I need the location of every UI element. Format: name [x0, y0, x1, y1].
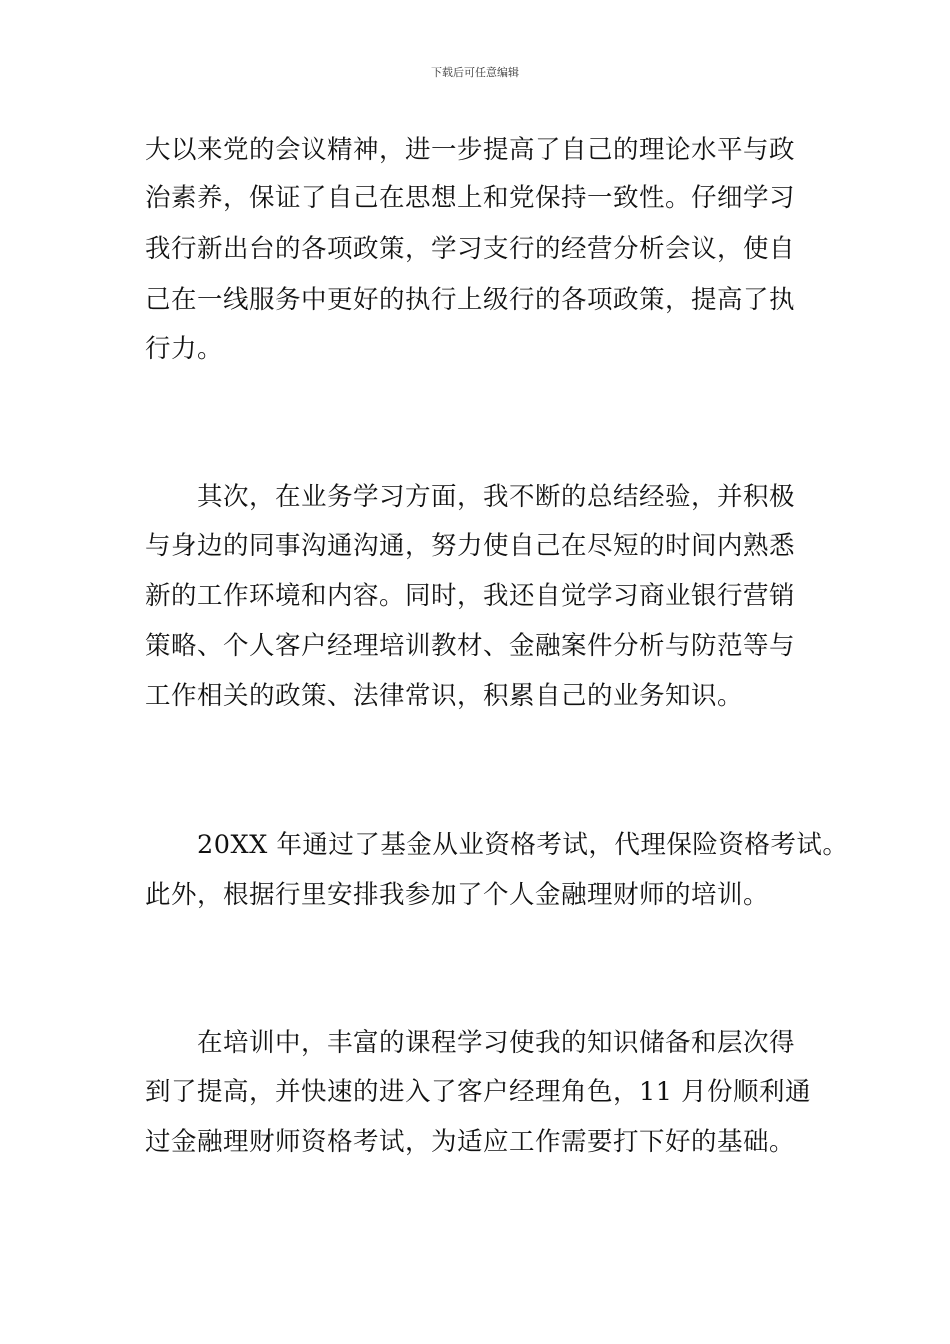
paragraph-line: 与身边的同事沟通沟通，努力使自己在尽短的时间内熟悉 [145, 531, 796, 561]
paragraph-line: 其次，在业务学习方面，我不断的总结经验，并积极 [197, 482, 796, 512]
paragraph-line: 治素养，保证了自己在思想上和党保持一致性。仔细学习 [145, 183, 796, 213]
paragraph-line: 我行新出台的各项政策，学习支行的经营分析会议，使自 [145, 234, 796, 264]
paragraph-line: 行力。 [145, 334, 224, 364]
paragraph-line: 新的工作环境和内容。同时，我还自觉学习商业银行营销 [145, 581, 796, 611]
paragraph-line: 此外，根据行里安排我参加了个人金融理财师的培训。 [145, 880, 770, 910]
paragraph-line: 大以来党的会议精神，进一步提高了自己的理论水平与政 [145, 135, 796, 165]
paragraph-line: 20XX 年通过了基金从业资格考试，代理保险资格考试。 [197, 830, 849, 860]
paragraph-line: 工作相关的政策、法律常识，积累自己的业务知识。 [145, 681, 744, 711]
paragraph-line: 过金融理财师资格考试，为适应工作需要打下好的基础。 [145, 1127, 796, 1157]
paragraph-line: 在培训中，丰富的课程学习使我的知识储备和层次得 [197, 1028, 796, 1058]
paragraph-line: 己在一线服务中更好的执行上级行的各项政策，提高了执 [145, 285, 796, 315]
paragraph-line: 到了提高，并快速的进入了客户经理角色，11 月份顺利通 [145, 1077, 812, 1107]
paragraph-line: 策略、个人客户经理培训教材、金融案件分析与防范等与 [145, 631, 796, 661]
page-header-note: 下载后可任意编辑 [431, 66, 519, 79]
